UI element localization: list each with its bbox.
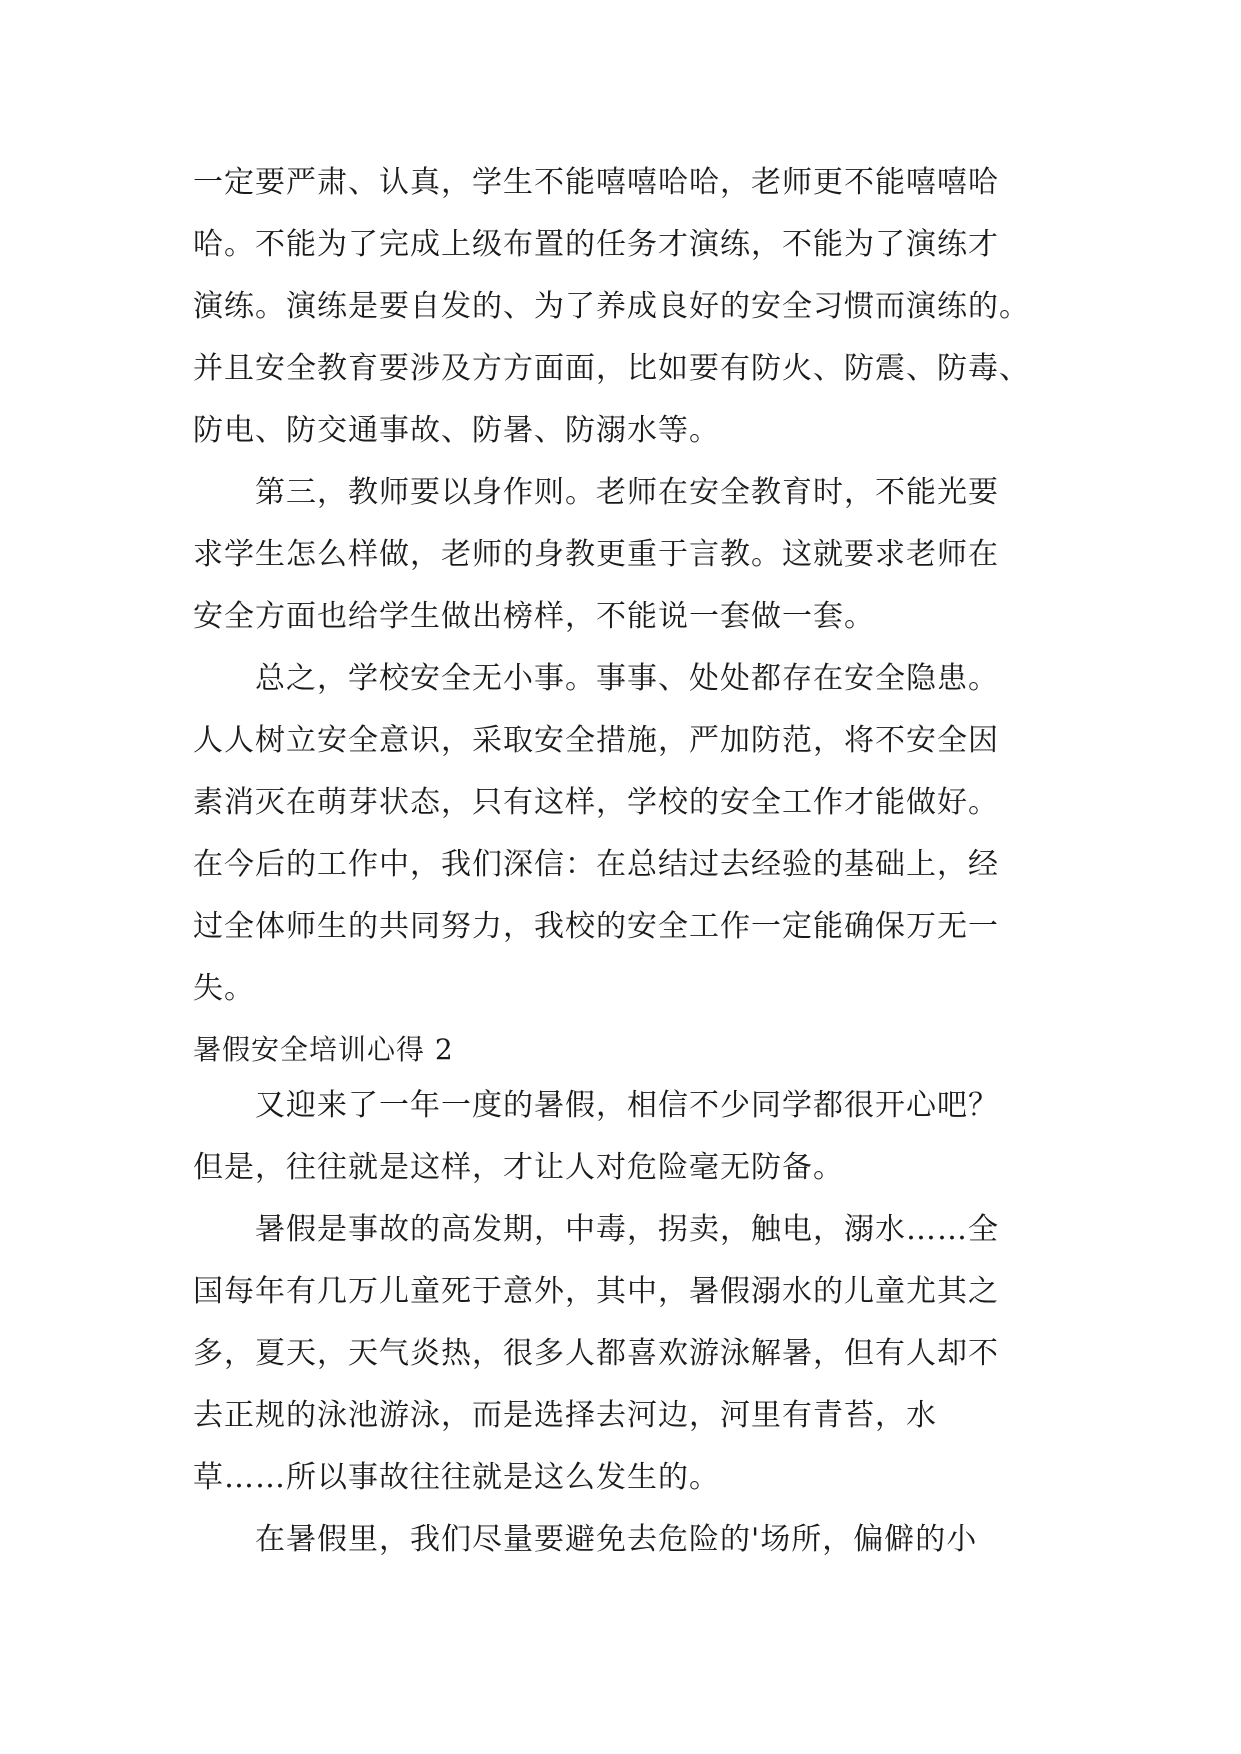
text-line: 演练。演练是要自发的、为了养成良好的安全习惯而演练的。 [193, 289, 1030, 324]
text-line: 国每年有几万儿童死于意外，其中，暑假溺水的儿童尤其之 [193, 1274, 999, 1309]
text-line: 但是，往往就是这样，才让人对危险毫无防备。 [193, 1150, 844, 1185]
text-line: 在今后的工作中，我们深信：在总结过去经验的基础上，经 [193, 847, 999, 882]
text-line: 草……所以事故往往就是这么发生的。 [193, 1460, 720, 1495]
paragraph-start-line: 暑假是事故的高发期，中毒，拐卖，触电，溺水……全 [255, 1212, 999, 1247]
text-line: 哈。不能为了完成上级布置的任务才演练，不能为了演练才 [193, 227, 999, 262]
paragraph-start-line: 在暑假里，我们尽量要避免去危险的'场所，偏僻的小 [255, 1522, 978, 1557]
text-line: 并且安全教育要涉及方方面面，比如要有防火、防震、防毒、 [193, 351, 1030, 386]
text-line: 安全方面也给学生做出榜样，不能说一套做一套。 [193, 599, 875, 634]
paragraph-start-line: 总之，学校安全无小事。事事、处处都存在安全隐患。 [255, 661, 999, 696]
text-line: 人人树立安全意识，采取安全措施，严加防范，将不安全因 [193, 723, 999, 758]
text-line: 去正规的泳池游泳，而是选择去河边，河里有青苔，水 [193, 1398, 937, 1433]
text-line: 多，夏天，天气炎热，很多人都喜欢游泳解暑，但有人却不 [193, 1336, 999, 1371]
body-text-section-1 [193, 152, 1055, 1020]
text-line: 求学生怎么样做，老师的身教更重于言教。这就要求老师在 [193, 537, 999, 572]
paragraph-start-line: 第三，教师要以身作则。老师在安全教育时，不能光要 [255, 475, 999, 510]
text-line: 素消灭在萌芽状态，只有这样，学校的安全工作才能做好。 [193, 785, 999, 820]
text-line: 防电、防交通事故、防暑、防溺水等。 [193, 413, 720, 448]
paragraph-start-line: 又迎来了一年一度的暑假，相信不少同学都很开心吧？ [255, 1088, 999, 1123]
text-line: 一定要严肃、认真，学生不能嘻嘻哈哈，老师更不能嘻嘻哈 [193, 165, 999, 200]
text-line: 失。 [193, 971, 255, 1006]
body-text-section-2 [193, 1075, 1055, 1571]
section-heading: 暑假安全培训心得 2 [193, 1033, 454, 1066]
text-line: 过全体师生的共同努力，我校的安全工作一定能确保万无一 [193, 909, 999, 944]
